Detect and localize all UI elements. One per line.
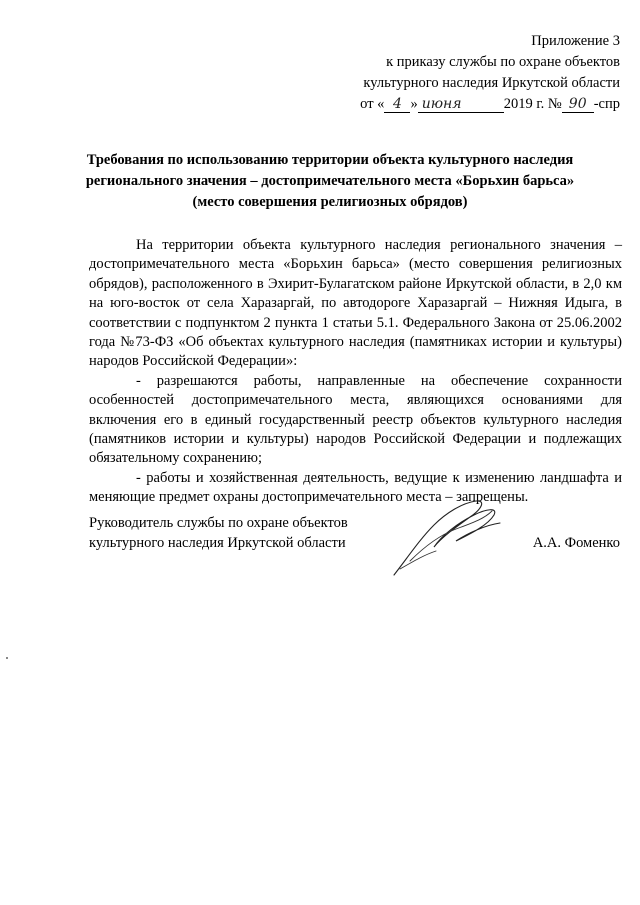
prohibited-works-item: - работы и хозяйственная деятельность, ведущие к изменению ландшафта и меняющие предмет охраны достопримечательного места – запрещены. [89, 469, 622, 506]
order-date-line [220, 94, 620, 115]
title-line-2: регионального значения – достопримечательного места «Борьхин барьса» [85, 173, 575, 189]
date-prefix: от « [360, 96, 385, 112]
date-year: 2019 г. № [503, 96, 562, 112]
signatory-position [89, 513, 348, 553]
position-line-2: культурного наследия Иркутской области [89, 535, 346, 551]
title-line-1: Требования по использованию территории объекта культурного наследия [86, 152, 574, 168]
scan-mark [6, 657, 8, 659]
signatory-name: А.А. Фоменко [532, 535, 620, 551]
document-body [89, 236, 622, 508]
handwritten-order-number: 90 [562, 97, 594, 113]
order-reference-line2: культурного наследия Иркутской области [363, 75, 620, 91]
appendix-header [220, 31, 620, 115]
title-line-3: (место совершения религиозных обрядов) [192, 194, 468, 210]
handwritten-day: 4 [384, 97, 410, 113]
main-paragraph: На территории объекта культурного наследия регионального значения – достопримечательного места «Борьхин барьса» (место совершения религиозных обрядов), расположенного в Эхирит-Булагатском районе Иркутской области, в 2,0 км на юго-восток от села Харазаргай, по автодороге Харазаргай – Нижняя Идыга, в соответствии с подпунктом 2 пункта 1 статьи 5.1. Федерального Закона от 25.06.2002 года №73-ФЗ «Об объектах культурного наследия (памятниках истории и культуры) народов Российской Федерации»: [89, 237, 622, 370]
position-line-1: Руководитель службы по охране объектов [89, 515, 348, 531]
handwritten-month: июня [418, 97, 504, 113]
permitted-works-item: - разрешаются работы, направленные на обеспечение сохранности особенностей достопримечательного места, являющихся основаниями для включения его в единый государственный реестр объектов культурного наследия (памятников истории и культуры) народов Российской Федерации и подлежащих обязательному сохранению; [89, 372, 622, 467]
order-suffix: -спр [593, 96, 620, 112]
handwritten-signature [390, 495, 510, 577]
order-reference-line1: к приказу службы по охране объектов [386, 54, 620, 70]
date-mid: » [410, 96, 418, 112]
appendix-label: Приложение 3 [531, 33, 620, 49]
document-title [60, 150, 600, 213]
